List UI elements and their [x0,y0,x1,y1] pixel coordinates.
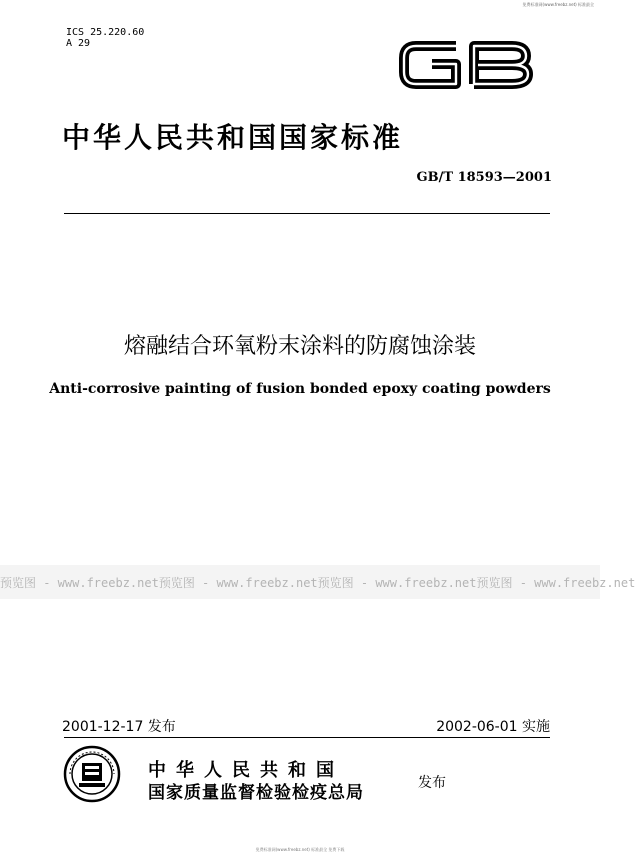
watermark-text: 预览图 - www.freebz.net [476,575,635,590]
publisher-line-2: 国家质量监督检验检疫总局 [148,783,364,803]
header-note: 免费标准网(www.freebz.net) 标准最全 [522,2,594,7]
footer-note: 免费标准网(www.freebz.net) 标准最全 免费下载 [255,847,345,852]
publisher-suffix: 发布 [418,775,446,791]
watermark-text: 预览图 - www.freebz.net [158,575,318,590]
issue-date: 2001-12-17 发布 [62,719,176,735]
ccs-code: A 29 [66,38,91,49]
standard-code: GB/T 18593—2001 [416,170,552,185]
ics-code: ICS 25.220.60 [66,27,145,38]
watermark-text: 预览图 - www.freebz.net [317,575,477,590]
standard-title: 中华人民共和国国家标准 [62,121,404,154]
title-chinese: 熔融结合环氧粉末涂料的防腐蚀涂装 [123,334,476,359]
gb-logo-icon [398,36,536,94]
classification-block [66,27,144,49]
watermark-text: 预览图 - www.freebz.net [0,575,159,590]
watermark-banner [0,565,635,599]
publisher-line-1: 中华人民共和国 [148,760,344,781]
national-seal-icon [62,744,122,804]
header-divider [64,213,550,214]
title-english: Anti-corrosive painting of fusion bonded epoxy coating powders [49,381,551,397]
footer-divider [64,737,550,738]
implementation-date: 2002-06-01 实施 [436,719,550,735]
